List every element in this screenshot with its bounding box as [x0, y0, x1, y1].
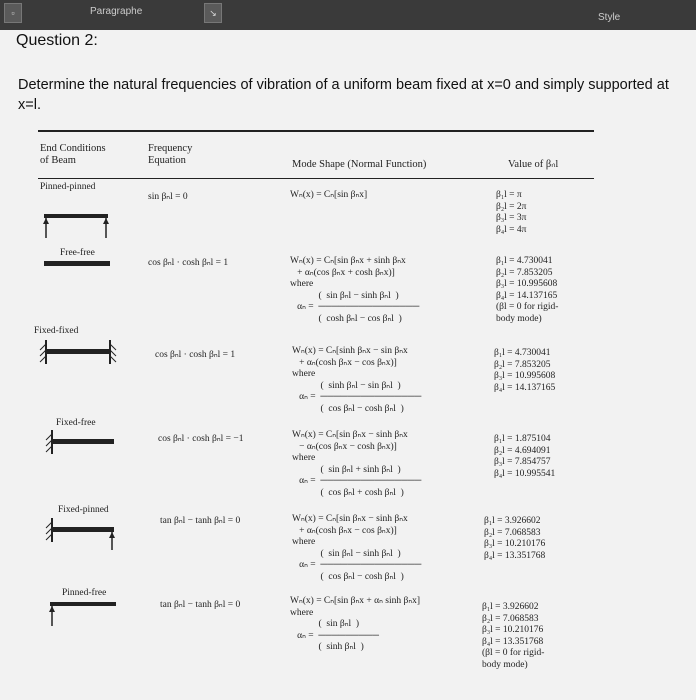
toolbar [0, 0, 696, 30]
table-top-rule [38, 130, 594, 132]
freq-pinned-free: tan βₙl − tanh βₙl = 0 [160, 600, 241, 610]
doc-icon[interactable]: ▫ [4, 3, 22, 23]
freq-pinned-pinned: sin βₙl = 0 [148, 192, 188, 202]
freq-fixed-pinned: tan βₙl − tanh βₙl = 0 [160, 516, 241, 526]
header-mode-shape: Mode Shape (Normal Function) [292, 159, 427, 170]
row-name-fixed-pinned: Fixed-pinned [58, 505, 109, 515]
question-title: Question 2: [16, 32, 98, 49]
question-text: Determine the natural frequencies of vibration of a uniform beam fixed at x=0 and simply supported at x=l. [18, 77, 669, 113]
freq-free-free: cos βₙl · cosh βₙl = 1 [148, 258, 229, 268]
values-pinned-pinned: β₁l = π β₂l = 2π β₃l = 3π β₄l = 4π [496, 190, 527, 235]
row-name-pinned-free: Pinned-free [62, 588, 107, 598]
values-fixed-pinned: β₁l = 3.926602 β₂l = 7.068583 β₃l = 10.210176 β₄l = 13.351768 [484, 516, 546, 561]
pinned-free-beam-icon [44, 598, 124, 630]
mode-fixed-fixed: Wₙ(x) = Cₙ[sinh βₙx − sin βₙx + αₙ(cosh βₙx − cos βₙx)] where ( sinh βₙl − sin βₙl ) αₙ = ─────────────── ( cos βₙl − cosh βₙl ) [292, 346, 422, 414]
mode-free-free: Wₙ(x) = Cₙ[sin βₙx + sinh βₙx + αₙ(cos βₙx + cosh βₙx)] where ( sin βₙl − sinh βₙl ) αₙ = ─────────────── ( cosh βₙl − cos βₙl ) [290, 256, 420, 324]
row-name-pinned-pinned: Pinned-pinned [40, 182, 96, 192]
row-name-fixed-free: Fixed-free [56, 418, 96, 428]
style-label[interactable]: Style [598, 12, 621, 23]
expand-icon[interactable]: ↘ [204, 3, 222, 23]
fixed-pinned-beam-icon [44, 518, 124, 552]
fixed-fixed-beam-icon [36, 340, 126, 364]
values-free-free: β₁l = 4.730041 β₂l = 7.853205 β₃l = 10.995608 β₄l = 14.137165 (βl = 0 for rigid- body mode) [496, 256, 559, 324]
header-value: Value of βₙl [508, 159, 559, 170]
values-fixed-fixed: β₁l = 4.730041 β₂l = 7.853205 β₃l = 10.995608 β₄l = 14.137165 [494, 348, 556, 393]
mode-fixed-pinned: Wₙ(x) = Cₙ[sin βₙx − sinh βₙx + αₙ(cosh βₙx − cos βₙx)] where ( sin βₙl − sinh βₙl ) αₙ = ─────────────── ( cos βₙl − cosh βₙl ) [292, 514, 422, 582]
header-rule [38, 178, 594, 179]
row-name-free-free: Free-free [60, 248, 95, 258]
values-pinned-free: β₁l = 3.926602 β₂l = 7.068583 β₃l = 10.210176 β₄l = 13.351768 (βl = 0 for rigid- body mode) [482, 602, 545, 670]
free-free-beam-icon [38, 256, 118, 272]
fixed-free-beam-icon [44, 430, 124, 454]
document-page [0, 30, 696, 700]
paragraph-label: Paragraphe [90, 6, 143, 17]
values-fixed-free: β₁l = 1.875104 β₂l = 4.694091 β₃l = 7.854757 β₄l = 10.995541 [494, 434, 556, 479]
mode-pinned-pinned: Wₙ(x) = Cₙ[sin βₙx] [290, 190, 368, 200]
mode-fixed-free: Wₙ(x) = Cₙ[sin βₙx − sinh βₙx − αₙ(cos βₙx − cosh βₙx)] where ( sin βₙl + sinh βₙl ) αₙ = ─────────────── ( cos βₙl + cosh βₙl ) [292, 430, 422, 498]
freq-fixed-fixed: cos βₙl · cosh βₙl = 1 [155, 350, 236, 360]
pinned-pinned-beam-icon [38, 210, 118, 242]
row-name-fixed-fixed: Fixed-fixed [34, 326, 79, 336]
mode-pinned-free: Wₙ(x) = Cₙ[sin βₙx + αₙ sinh βₙx] where ( sin βₙl ) αₙ = ───────── ( sinh βₙl ) [290, 596, 421, 652]
freq-fixed-free: cos βₙl · cosh βₙl = −1 [158, 434, 244, 444]
header-end-conditions: End Conditions of Beam [40, 143, 106, 166]
header-frequency: Frequency Equation [148, 143, 193, 166]
